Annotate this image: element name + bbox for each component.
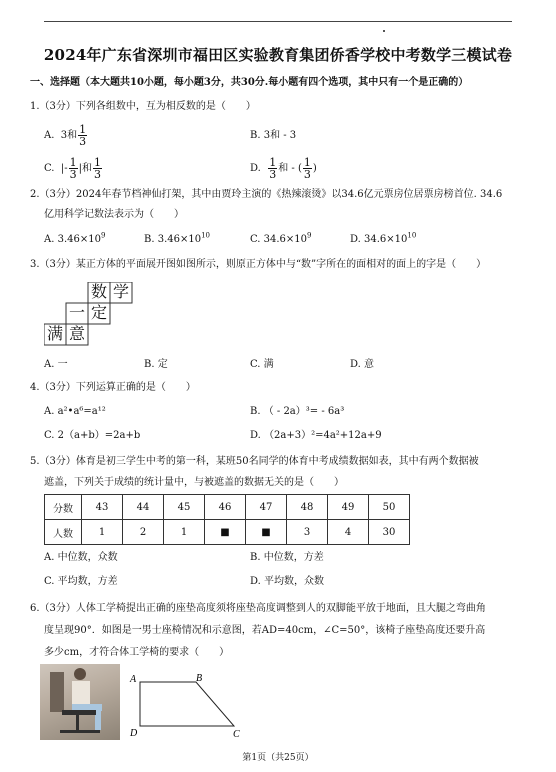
q1-c-text: |-: [60, 163, 68, 174]
q5-option-d: D. 平均数，众数: [250, 576, 325, 587]
cube-face-shu: 数: [90, 282, 107, 301]
table-cell: 4: [328, 520, 369, 545]
q1-d-fraction-1: $\frac{1}{3}$: [269, 156, 277, 181]
q1-a-fraction: $\frac{1}{3}$: [79, 123, 87, 148]
q2-stem-line1: 2.（3分）2024年春节档神仙打架，其中由贾玲主演的《热辣滚烫》以34.6亿元票房位居票房榜首位. 34.6: [30, 189, 503, 200]
table-cell: 1: [82, 520, 123, 545]
chair-photo: [40, 664, 120, 740]
chair-photo-sketch: [40, 664, 120, 740]
q1-d-fraction-2: $\frac{1}{3}$: [303, 156, 311, 181]
cube-face-ding: 定: [90, 303, 107, 322]
q1-d-mid: 和 - (: [278, 163, 302, 174]
q5-option-b: B. 中位数，方差: [250, 552, 324, 563]
q1-stem: 1.（3分）下列各组数中，互为相反数的是（ ）: [30, 101, 256, 112]
vertex-d-label: D: [130, 728, 138, 739]
q5-option-c: C. 平均数，方差: [44, 576, 118, 587]
q1-c-mid: |和: [78, 163, 92, 174]
q1-option-d: [250, 157, 317, 180]
page-footer: 第1页（共25页）: [242, 753, 314, 763]
q1-d-label: D.: [250, 163, 261, 174]
q4-stem: 4.（3分）下列运算正确的是（ ）: [30, 382, 196, 393]
table-cell: 50: [369, 495, 410, 520]
table-cell: 2: [123, 520, 164, 545]
table-cell: 45: [164, 495, 205, 520]
page-title: 2024年广东省深圳市福田区实验教育集团侨香学校中考数学三模试卷: [43, 46, 513, 64]
q4-option-a: A. a²•a⁶=a¹²: [44, 406, 106, 417]
q1-d-end: ): [312, 163, 317, 174]
table-cell: 44: [123, 495, 164, 520]
vertex-a-label: A: [130, 674, 137, 685]
table-cell: 30: [369, 520, 410, 545]
q2-option-d: D. $34.6\times 10^{10}$: [350, 231, 417, 245]
vertex-b-label: B: [196, 673, 203, 684]
table-cell: 3: [287, 520, 328, 545]
q1-c-label: C.: [44, 163, 55, 174]
q1-option-b: B. 3和 - 3: [250, 130, 297, 141]
table-cell: 43: [82, 495, 123, 520]
table-cell: 46: [205, 495, 246, 520]
cube-face-yi: 一: [68, 303, 85, 322]
q6-stem-line1: 6.（3分）人体工学椅提出正确的座垫高度须将座垫高度调整到人的双脚能平放于地面，且大腿之弯曲角: [30, 603, 486, 614]
q3-stem: 3.（3分）某正方体的平面展开图如图所示，则原正方体中与“数”字所在的面相对的面上的字是（ ）: [30, 259, 487, 270]
table-cell: ■: [246, 520, 287, 545]
header-dot: [383, 30, 385, 32]
q3-option-b: B. 定: [144, 359, 168, 370]
table-cell: 48: [287, 495, 328, 520]
q6-stem-line3: 多少cm，才符合体工学椅的要求（ ）: [44, 647, 230, 658]
q3-option-c: C. 满: [250, 359, 274, 370]
q3-option-d: D. 意: [350, 359, 375, 370]
q4-option-c: C. 2（a+b）=2a+b: [44, 430, 141, 441]
vertex-c-label: C: [233, 729, 240, 740]
cube-face-xue: 学: [112, 282, 129, 301]
table-row: [45, 520, 410, 545]
q1-option-a: [44, 124, 88, 147]
q1-a-text: 3和: [60, 130, 78, 141]
cube-face-man: 满: [46, 324, 63, 343]
q1-c-fraction-2: $\frac{1}{3}$: [93, 156, 101, 181]
q1-c-fraction-1: $\frac{1}{3}$: [69, 156, 77, 181]
score-table: [44, 494, 410, 545]
table-cell: 1: [164, 520, 205, 545]
q5-stem-line2: 遮盖，下列关于成绩的统计量中，与被遮盖的数据无关的是（ ）: [44, 477, 344, 488]
cube-face-yi2: 意: [68, 324, 85, 343]
header-rule: [44, 21, 512, 22]
q5-option-a: A. 中位数，众数: [44, 552, 118, 563]
q2-stem-line2: 亿用科学记数法表示为（ ）: [44, 209, 184, 220]
q4-option-d: D. （2a+3）²=4a²+12a+9: [250, 430, 382, 441]
q1-option-c: [44, 157, 103, 180]
q3-option-a: A. 一: [44, 359, 68, 370]
trapezoid-diagram: [128, 672, 248, 740]
q5-stem-line1: 5.（3分）体育是初三学生中考的第一科，某班50名同学的体育中考成绩数据如表，其中有两个数据被: [30, 456, 479, 467]
q1-a-label: A.: [44, 130, 55, 141]
q2-option-c: C. $34.6\times 10^9$: [250, 231, 312, 245]
section-heading: 一、选择题（本大题共10小题，每小题3分，共30分.每小题有四个选项，其中只有一个是正确的）: [30, 77, 469, 88]
table-cell: 人数: [45, 520, 82, 545]
table-cell: 49: [328, 495, 369, 520]
table-cell: ■: [205, 520, 246, 545]
q2-option-a: A. $3.46\times 10^9$: [44, 231, 106, 245]
table-row: [45, 495, 410, 520]
q4-option-b: B. （ - 2a）³= - 6a³: [250, 406, 345, 417]
table-cell: 47: [246, 495, 287, 520]
q6-stem-line2: 度呈现90°．如图是一男士座椅情况和示意图，若AD=40cm，∠C=50°，该椅子座垫高度还要升高: [44, 625, 486, 636]
q2-option-b: B. $3.46\times 10^{10}$: [144, 231, 210, 245]
table-cell: 分数: [45, 495, 82, 520]
